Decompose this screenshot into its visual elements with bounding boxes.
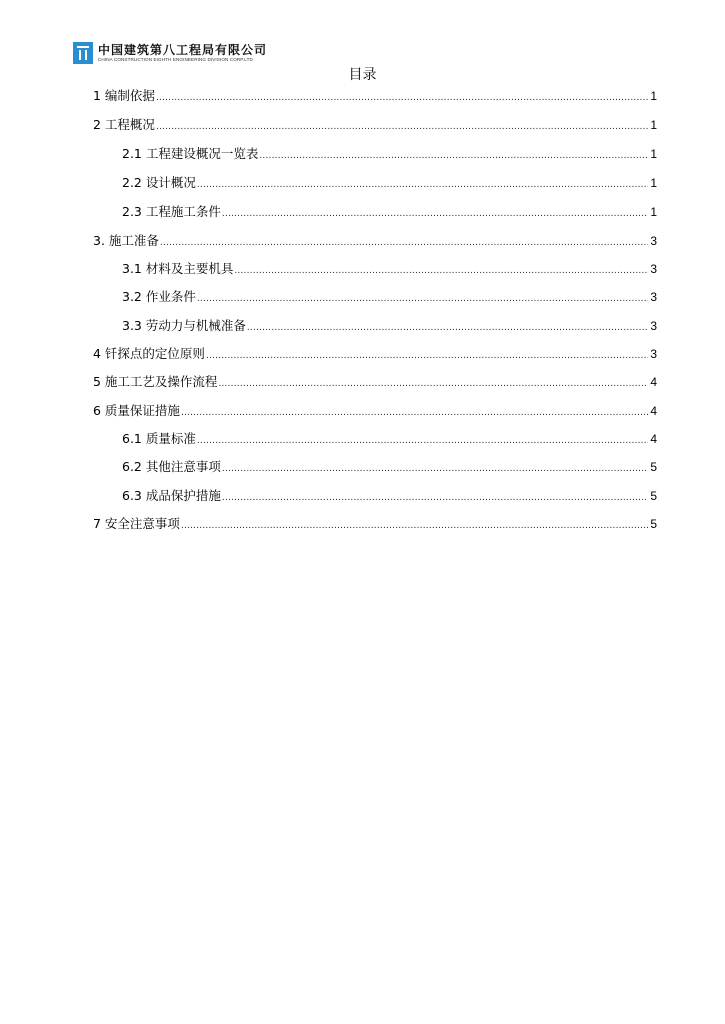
toc-entry-page: 5 [650, 460, 657, 474]
toc-entry-label: 4 钎探点的定位原则 [93, 346, 205, 361]
toc-entry-page: 1 [650, 176, 657, 190]
toc-entry[interactable] [122, 488, 657, 504]
toc-entry-label: 6 质量保证措施 [93, 403, 180, 418]
toc-entry[interactable] [93, 374, 657, 390]
toc-entry-page: 1 [650, 118, 657, 132]
toc-leader-dots [247, 322, 648, 334]
company-name-en: CHINA CONSTRUCTION EIGHTH ENGINEERING DIVISION CORP.LTD [98, 57, 253, 62]
toc-entry[interactable] [93, 233, 657, 249]
toc-entry-page: 1 [650, 89, 657, 103]
toc-leader-dots [222, 492, 648, 504]
toc-entry-page: 3 [650, 319, 657, 333]
toc-entry-label: 5 施工工艺及操作流程 [93, 374, 218, 389]
toc-leader-dots [156, 121, 648, 133]
toc-leader-dots [197, 293, 648, 305]
toc-entry-page: 3 [650, 347, 657, 361]
toc-entry-page: 1 [650, 147, 657, 161]
toc-entry-page: 3 [650, 290, 657, 304]
toc-entry-label: 3.2 作业条件 [122, 289, 196, 304]
toc-entry-page: 5 [650, 517, 657, 531]
toc-entry-label: 6.1 质量标准 [122, 431, 196, 446]
toc-entry-page: 3 [650, 262, 657, 276]
toc-entry-label: 2 工程概况 [93, 117, 155, 132]
toc-entry[interactable] [122, 261, 657, 277]
company-name-cn: 中国建筑第八工程局有限公司 [98, 43, 268, 57]
toc-entry[interactable] [93, 516, 657, 532]
toc-entry-label: 7 安全注意事项 [93, 516, 180, 531]
toc-entry-label: 2.3 工程施工条件 [122, 204, 221, 219]
toc-entry[interactable] [122, 175, 657, 191]
toc-entry-label: 3. 施工准备 [93, 233, 159, 248]
toc-title: 目录 [348, 67, 377, 83]
toc-entry-label: 2.2 设计概况 [122, 175, 196, 190]
toc-leader-dots [222, 463, 648, 475]
toc-leader-dots [197, 435, 648, 447]
toc-entry[interactable] [93, 403, 657, 419]
toc-entry[interactable] [93, 88, 657, 104]
toc-entry-page: 5 [650, 489, 657, 503]
toc-entry[interactable] [93, 117, 657, 133]
toc-entry[interactable] [122, 146, 657, 162]
toc-entry-label: 6.2 其他注意事项 [122, 459, 221, 474]
toc-entry[interactable] [122, 459, 657, 475]
toc-entry[interactable] [93, 346, 657, 362]
toc-leader-dots [197, 179, 648, 191]
toc-leader-dots [234, 265, 648, 277]
toc-entry-page: 3 [650, 234, 657, 248]
toc-leader-dots [206, 350, 648, 362]
toc-leader-dots [181, 520, 648, 532]
toc-entry-label: 3.1 材料及主要机具 [122, 261, 234, 276]
company-name-block [98, 43, 267, 63]
toc-entry-page: 4 [650, 432, 657, 446]
toc-entry-label: 1 编制依据 [93, 88, 155, 103]
toc-entry[interactable] [122, 318, 657, 334]
toc-leader-dots [222, 208, 648, 220]
toc-entry-label: 3.3 劳动力与机械准备 [122, 318, 246, 333]
toc-entry-page: 4 [650, 404, 657, 418]
toc-entry-label: 6.3 成品保护措施 [122, 488, 221, 503]
toc-leader-dots [259, 150, 648, 162]
toc-entry-page: 4 [650, 375, 657, 389]
toc-entry-label: 2.1 工程建设概况一览表 [122, 146, 259, 161]
company-logo-icon [73, 42, 93, 64]
toc-entry[interactable] [122, 431, 657, 447]
toc-leader-dots [160, 237, 648, 249]
toc-leader-dots [181, 407, 648, 419]
toc-entry[interactable] [122, 289, 657, 305]
toc-entry[interactable] [122, 204, 657, 220]
company-header [73, 42, 267, 64]
toc-leader-dots [156, 92, 648, 104]
toc-leader-dots [218, 378, 648, 390]
toc-entry-page: 1 [650, 205, 657, 219]
